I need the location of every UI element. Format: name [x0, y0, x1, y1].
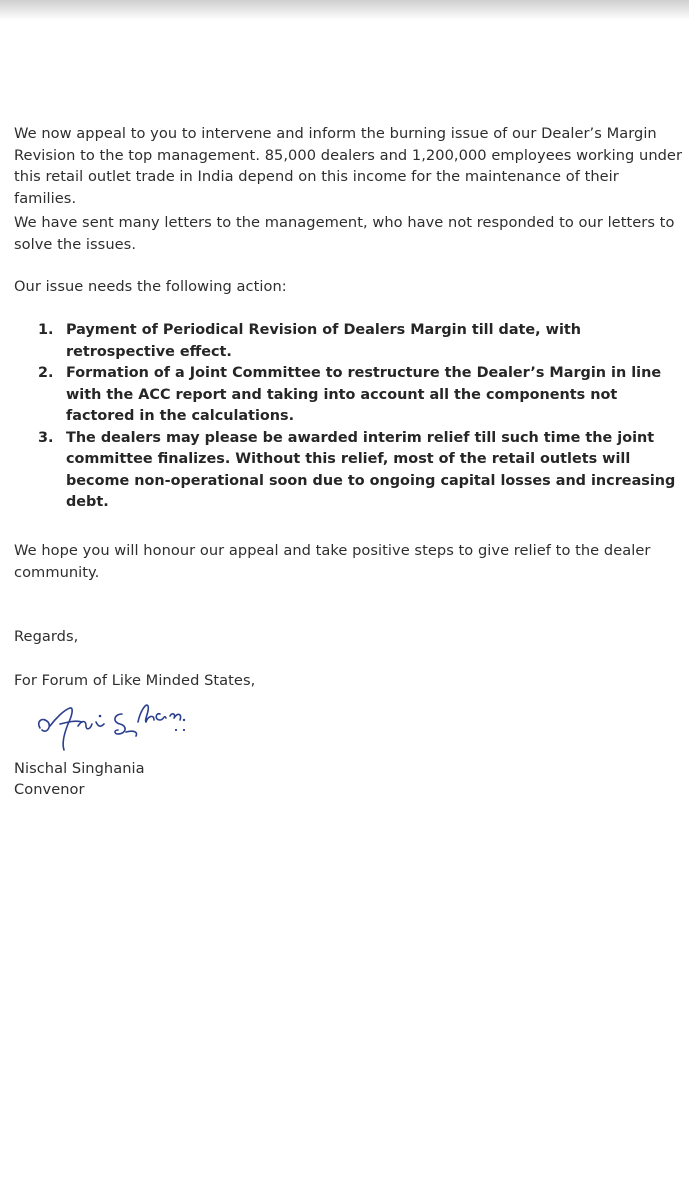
organization-line: For Forum of Like Minded States, [14, 672, 256, 689]
action-text: Formation of a Joint Committee to restructure the Dealer’s Margin in line with the ACC report and taking into account all the components not factored in the calculations. [66, 365, 662, 424]
paragraph-actions-intro: Our issue needs the following action: [14, 278, 287, 295]
action-list [38, 320, 678, 514]
paragraph-hope: We hope you will honour our appeal and take positive steps to give relief to the dealer community. [14, 542, 651, 581]
signatory-name: Nischal Singhania [14, 760, 145, 777]
action-item-2 [38, 363, 678, 428]
signatory-title: Convenor [14, 781, 85, 798]
closing-regards: Regards, [14, 628, 79, 645]
action-number: 1. [38, 322, 54, 338]
action-number: 2. [38, 365, 54, 381]
handwritten-signature [34, 692, 244, 754]
action-item-1 [38, 320, 678, 363]
action-text: Payment of Periodical Revision of Dealers Margin till date, with retrospective effect. [66, 322, 582, 360]
action-number: 3. [38, 429, 54, 446]
action-text: The dealers may please be awarded interim relief till such time the joint committee finalizes. Without this relief, most of the retail outlets will become non-operational soon due to ongoing capital losses and increasing debt. [66, 429, 676, 510]
paragraph-appeal: We now appeal to you to intervene and inform the burning issue of our Dealer’s Margin Revision to the top management. 85,000 dealers and 1,200,000 employees working under this retail outlet trade in India depend on this income for the maintenance of their families. [14, 125, 683, 207]
paragraph-letters-sent: We have sent many letters to the management, who have not responded to our letters to solve the issues. [14, 214, 675, 253]
action-item-3 [38, 428, 678, 514]
